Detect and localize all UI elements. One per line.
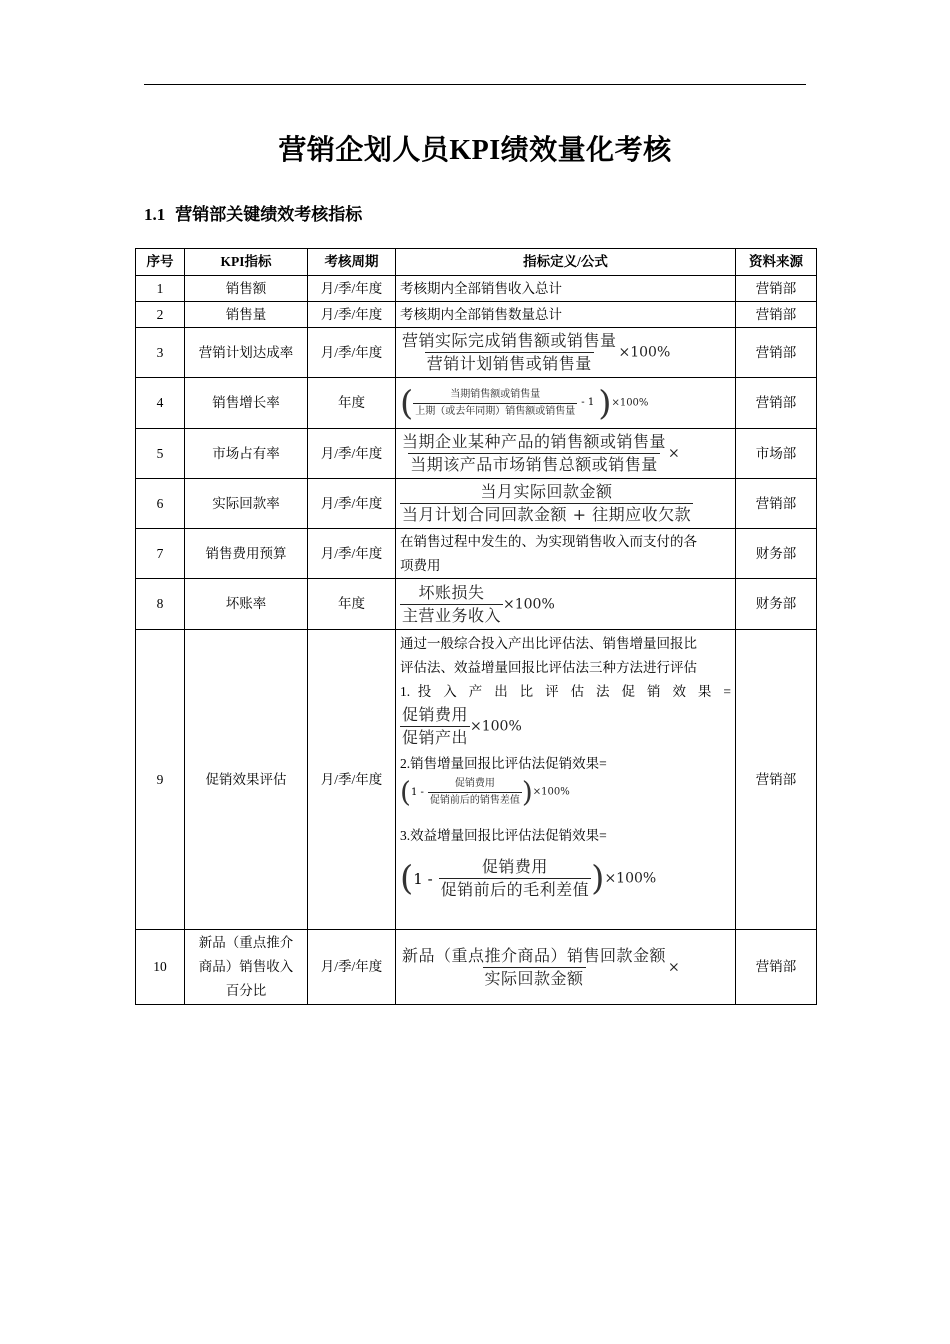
cell-source: 财务部 — [736, 579, 817, 630]
cell-formula — [396, 630, 736, 930]
formula-fraction — [400, 945, 668, 990]
header-kpi: KPI指标 — [185, 249, 308, 276]
section-title: 营销部关键绩效考核指标 — [175, 205, 363, 224]
cell-no: 2 — [136, 302, 185, 328]
cell-kpi: 销售费用预算 — [185, 529, 308, 579]
formula-minus-one: - 1 — [581, 397, 595, 408]
formula-one-minus: 1 - — [410, 786, 424, 798]
table-row — [136, 276, 817, 302]
formula-multiplier: ×100% — [532, 786, 570, 798]
intro-line: 评估法、效益增量回报比评估法三种方法进行评估 — [400, 660, 697, 675]
table-row — [136, 930, 817, 1005]
cell-kpi: 市场占有率 — [185, 429, 308, 479]
formula-multiplier: ×100% — [618, 344, 671, 361]
cell-source: 营销部 — [736, 276, 817, 302]
right-paren: ) — [591, 858, 605, 899]
method2-formula — [400, 776, 731, 822]
formula-multiplier: ×100% — [611, 397, 649, 408]
right-paren: ) — [521, 776, 533, 809]
formula-fraction — [400, 431, 668, 476]
definition-line: 在销售过程中发生的、为实现销售收入而支付的各 — [400, 533, 697, 549]
formula-denominator: 主营业务收入 — [402, 605, 502, 625]
table-row — [136, 529, 817, 579]
formula-denominator: 实际回款金额 — [484, 968, 584, 988]
cell-no: 4 — [136, 378, 185, 429]
formula-denominator: 上期（或去年同期）销售额或销售量 — [413, 403, 577, 420]
table-row — [136, 302, 817, 328]
formula-fraction — [400, 481, 693, 526]
cell-no: 3 — [136, 328, 185, 378]
formula-numerator: 当月实际回款金额 — [480, 482, 613, 501]
header-rule — [144, 84, 806, 85]
table-row — [136, 429, 817, 479]
table-row — [136, 328, 817, 378]
formula-numerator: 促销费用 — [481, 857, 548, 876]
intro-line: 通过一般综合投入产出比评估法、销售增量回报比 — [400, 636, 697, 651]
left-paren: ( — [400, 776, 411, 809]
left-paren: ( — [400, 858, 414, 899]
cell-period: 月/季/年度 — [308, 429, 396, 479]
cell-definition: 考核期内全部销售收入总计 — [396, 276, 736, 302]
method2-label: 2.销售增量回报比评估法促销效果= — [400, 756, 607, 771]
formula-denominator: 促销前后的毛利差值 — [440, 880, 590, 899]
formula-denominator: 当月计划合同回款金额 + 往期应收欠款 — [402, 505, 692, 524]
table-row — [136, 479, 817, 529]
formula-fraction — [400, 330, 619, 375]
method3-formula — [400, 848, 731, 920]
cell-period: 月/季/年度 — [308, 630, 396, 930]
formula-one-minus: 1 - — [413, 869, 433, 888]
cell-source: 营销部 — [736, 328, 817, 378]
formula-denominator: 营销计划销售或销售量 — [426, 354, 592, 373]
cell-definition — [396, 529, 736, 579]
formula-numerator: 新品（重点推介商品）销售回款金额 — [402, 945, 667, 965]
cell-source: 营销部 — [736, 479, 817, 529]
table-row — [136, 378, 817, 429]
cell-source: 营销部 — [736, 302, 817, 328]
formula-numerator: 营销实际完成销售额或销售量 — [402, 331, 617, 350]
cell-period: 月/季/年度 — [308, 302, 396, 328]
cell-period: 月/季/年度 — [308, 930, 396, 1005]
method1-formula — [400, 704, 731, 750]
cell-formula — [396, 930, 736, 1005]
formula-numerator: 当期销售额或销售量 — [450, 388, 541, 400]
formula-fraction — [428, 776, 522, 809]
cell-period: 月/季/年度 — [308, 328, 396, 378]
cell-no: 5 — [136, 429, 185, 479]
kpi-line: 新品（重点推介 — [198, 935, 294, 950]
cell-kpi: 坏账率 — [185, 579, 308, 630]
method1-label: 1. 投 入 产 出 比 评 估 法 促 销 效 果 = — [400, 684, 731, 699]
cell-formula — [396, 479, 736, 529]
cell-kpi — [185, 930, 308, 1005]
cell-no: 8 — [136, 579, 185, 630]
cell-source: 财务部 — [736, 529, 817, 579]
section-number: 1.1 — [144, 205, 166, 224]
cell-kpi: 实际回款率 — [185, 479, 308, 529]
cell-source: 营销部 — [736, 378, 817, 429]
cell-formula — [396, 429, 736, 479]
table-header-row — [136, 249, 817, 276]
formula-numerator: 促销费用 — [454, 778, 495, 789]
cell-kpi: 销售增长率 — [185, 378, 308, 429]
table-row — [136, 630, 817, 930]
formula-numerator: 促销费用 — [402, 705, 469, 724]
cell-kpi: 营销计划达成率 — [185, 328, 308, 378]
cell-no: 6 — [136, 479, 185, 529]
table-row — [136, 579, 817, 630]
cell-kpi: 促销效果评估 — [185, 630, 308, 930]
cell-definition: 考核期内全部销售数量总计 — [396, 302, 736, 328]
kpi-table — [135, 248, 817, 1005]
cell-period: 月/季/年度 — [308, 479, 396, 529]
formula-denominator: 促销产出 — [402, 728, 469, 747]
formula-numerator: 坏账损失 — [418, 582, 485, 602]
formula-fraction — [400, 582, 503, 627]
formula-denominator: 当期该产品市场销售总额或销售量 — [410, 455, 658, 474]
formula-multiplier: × — [668, 959, 680, 975]
header-no: 序号 — [136, 249, 185, 276]
cell-no: 10 — [136, 930, 185, 1005]
left-paren: ( — [400, 383, 414, 423]
formula-multiplier: ×100% — [503, 596, 555, 612]
cell-kpi: 销售量 — [185, 302, 308, 328]
formula-denominator: 促销前后的销售差值 — [428, 792, 522, 809]
formula-fraction — [439, 856, 592, 901]
right-paren: ) — [598, 383, 612, 423]
cell-period: 月/季/年度 — [308, 529, 396, 579]
formula-numerator: 当期企业某种产品的销售额或销售量 — [402, 432, 667, 451]
formula-fraction — [400, 704, 470, 749]
header-definition: 指标定义/公式 — [396, 249, 736, 276]
cell-formula — [396, 328, 736, 378]
cell-kpi: 销售额 — [185, 276, 308, 302]
cell-no: 7 — [136, 529, 185, 579]
cell-source: 市场部 — [736, 429, 817, 479]
cell-formula — [396, 378, 736, 429]
cell-no: 1 — [136, 276, 185, 302]
document-title: 营销企划人员KPI绩效量化考核 — [278, 135, 672, 166]
cell-source: 营销部 — [736, 630, 817, 930]
definition-line: 项费用 — [400, 557, 441, 573]
cell-period: 年度 — [308, 378, 396, 429]
header-source: 资料来源 — [736, 249, 817, 276]
formula-fraction — [413, 387, 577, 420]
header-period: 考核周期 — [308, 249, 396, 276]
cell-formula — [396, 579, 736, 630]
cell-no: 9 — [136, 630, 185, 930]
formula-multiplier: × — [668, 445, 680, 462]
kpi-line: 商品）销售收入 — [198, 959, 294, 974]
cell-source: 营销部 — [736, 930, 817, 1005]
cell-period: 年度 — [308, 579, 396, 630]
formula-multiplier: ×100% — [604, 870, 657, 887]
method3-label: 3.效益增量回报比评估法促销效果= — [400, 828, 607, 843]
formula-multiplier: ×100% — [470, 718, 522, 735]
section-heading — [144, 200, 362, 225]
cell-period: 月/季/年度 — [308, 276, 396, 302]
kpi-line: 百分比 — [225, 983, 267, 998]
